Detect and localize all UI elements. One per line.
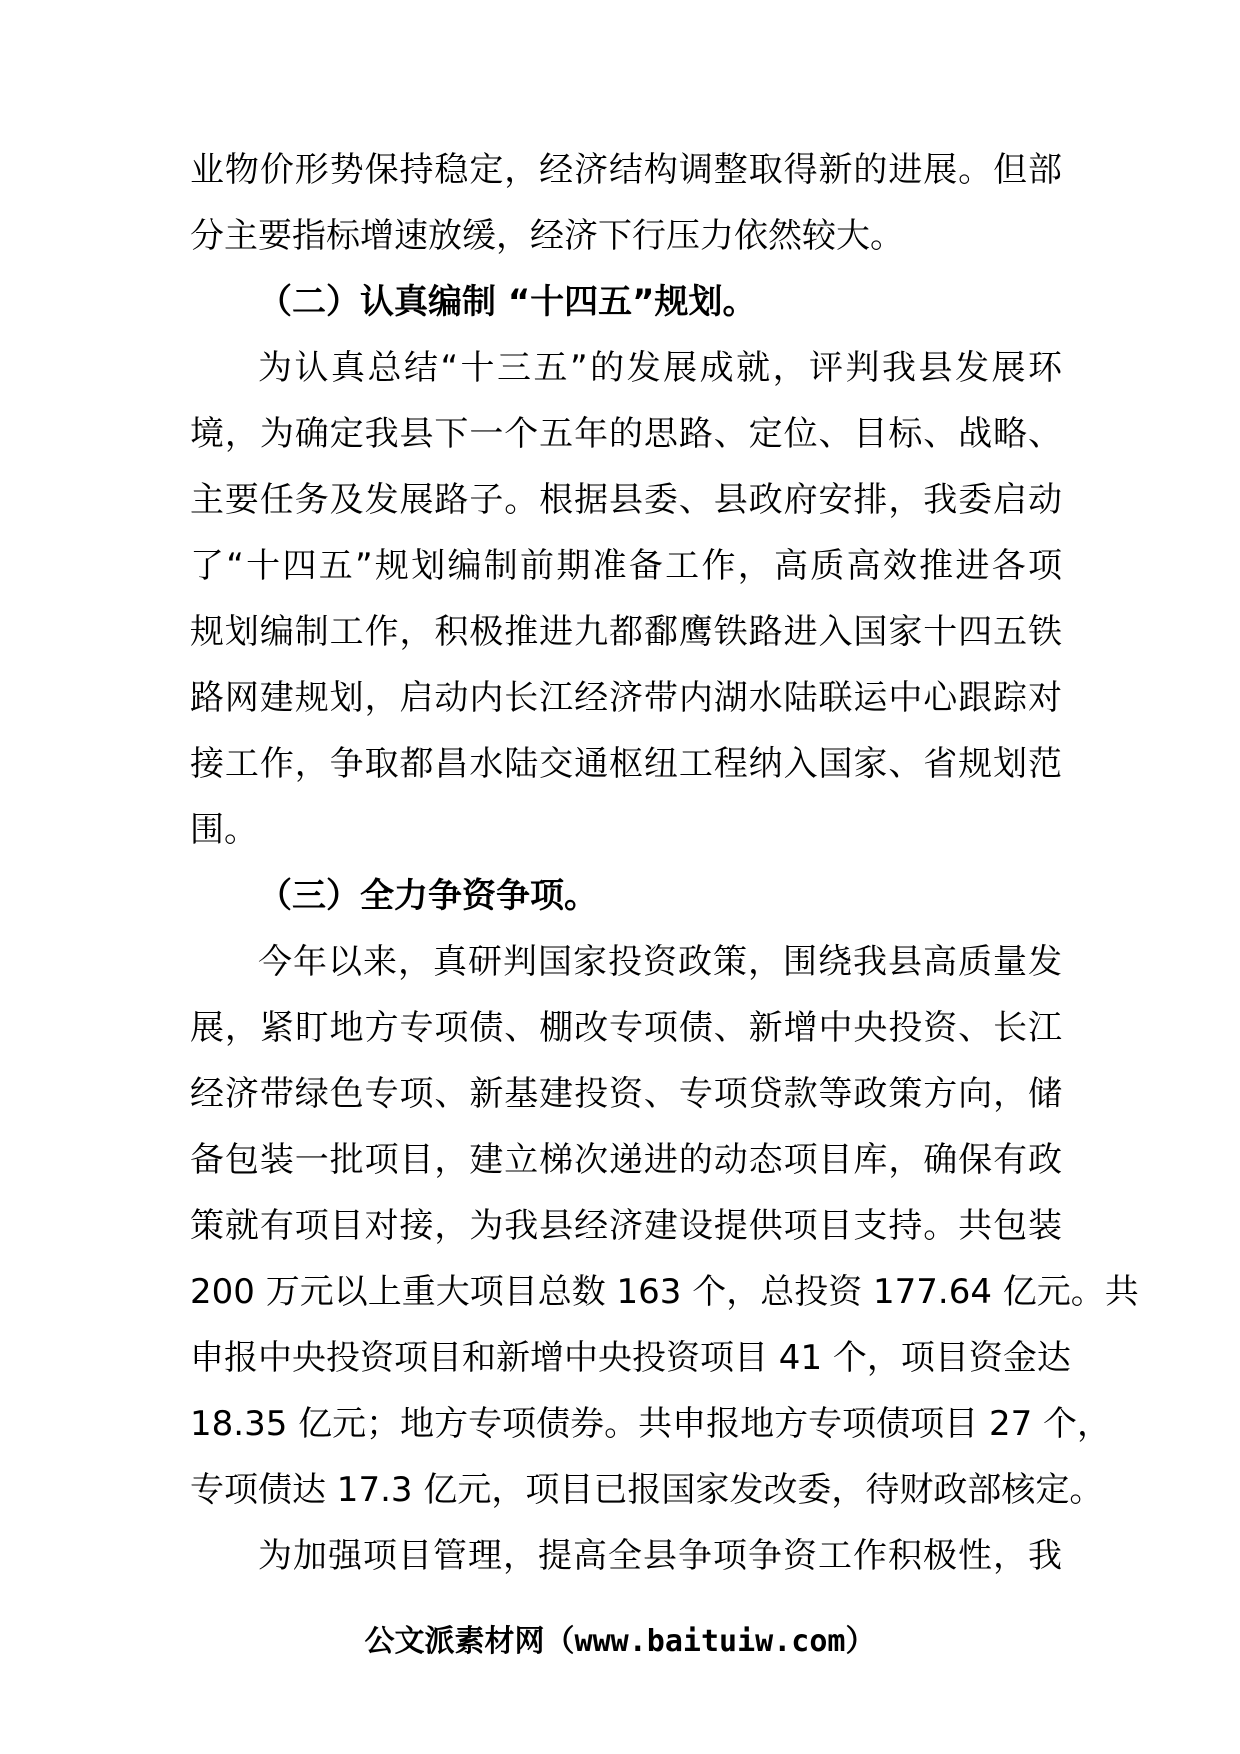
body-line-5: 境，为确定我县下一个五年的思路、定位、目标、战略、 [190, 414, 1062, 454]
section-heading-2: （二）认真编制 “十四五”规划。 [258, 282, 757, 322]
body-line-16: 备包装一批项目，建立梯次递进的动态项目库，确保有政 [190, 1140, 1062, 1180]
footer-site-name: 公文派素材网 [364, 1624, 545, 1659]
footer-close-paren: ） [845, 1624, 876, 1659]
body-line-7: 了“十四五”规划编制前期准备工作，高质高效推进各项 [190, 546, 1062, 586]
body-line-11: 围。 [190, 810, 258, 850]
footer-watermark [0, 1614, 1240, 1670]
body-line-14: 展，紧盯地方专项债、棚改专项债、新增中央投资、长江 [190, 1008, 1062, 1048]
body-line-22: 为加强项目管理，提高全县争项争资工作积极性，我 [258, 1536, 1062, 1576]
section-heading-3: （三）全力争资争项。 [258, 876, 598, 916]
body-line-19: 申报中央投资项目和新增中央投资项目 41 个，项目资金达 [190, 1338, 1071, 1378]
body-line-13: 今年以来，真研判国家投资政策，围绕我县高质量发 [258, 942, 1062, 982]
footer-url: www.baituiw.com [574, 1624, 846, 1659]
body-line-20: 18.35 亿元；地方专项债券。共申报地方专项债项目 27 个， [190, 1404, 1112, 1444]
body-line-21: 专项债达 17.3 亿元，项目已报国家发改委，待财政部核定。 [190, 1470, 1104, 1510]
body-line-1: 业物价形势保持稳定，经济结构调整取得新的进展。但部 [190, 150, 1062, 190]
body-line-10: 接工作，争取都昌水陆交通枢纽工程纳入国家、省规划范 [190, 744, 1062, 784]
body-line-2: 分主要指标增速放缓，经济下行压力依然较大。 [190, 216, 904, 256]
body-line-6: 主要任务及发展路子。根据县委、县政府安排，我委启动 [190, 480, 1062, 520]
footer-open-paren: （ [544, 1624, 575, 1659]
body-line-17: 策就有项目对接，为我县经济建设提供项目支持。共包装 [190, 1206, 1062, 1246]
body-line-4: 为认真总结“十三五”的发展成就，评判我县发展环 [258, 348, 1062, 388]
body-line-15: 经济带绿色专项、新基建投资、专项贷款等政策方向，储 [190, 1074, 1062, 1114]
body-line-18: 200 万元以上重大项目总数 163 个，总投资 177.64 亿元。共 [190, 1272, 1139, 1312]
body-line-8: 规划编制工作，积极推进九都鄱鹰铁路进入国家十四五铁 [190, 612, 1062, 652]
body-line-9: 路网建规划，启动内长江经济带内湖水陆联运中心跟踪对 [190, 678, 1062, 718]
